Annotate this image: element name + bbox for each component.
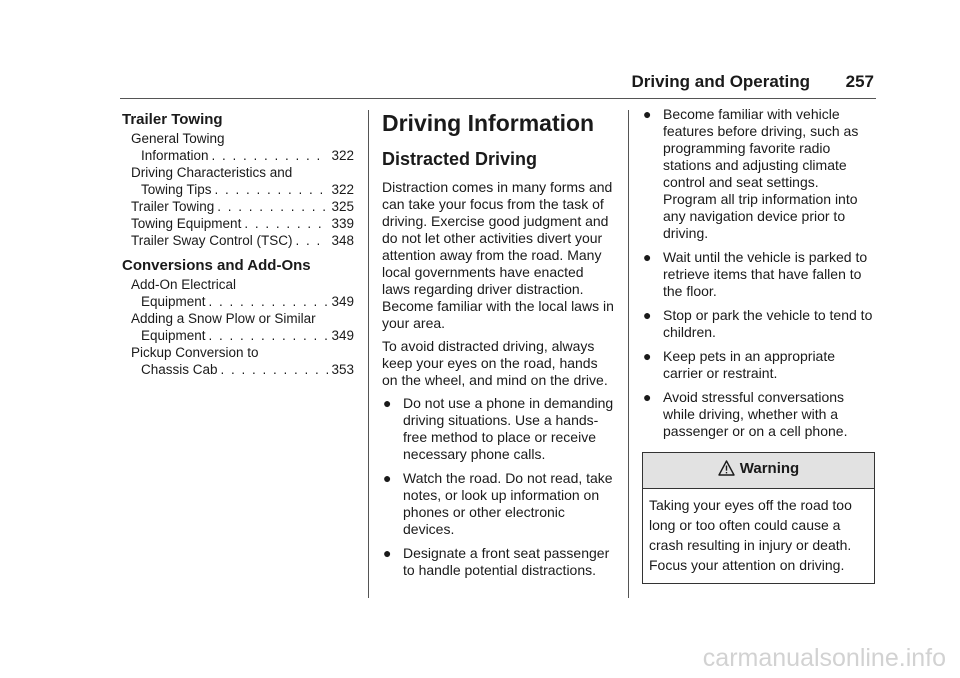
list-item-text: Wait until the vehicle is parked to retrieve items that have fallen to the floor. bbox=[663, 249, 868, 299]
toc-heading-conversions: Conversions and Add-Ons bbox=[122, 257, 311, 274]
bullet-icon: ● bbox=[643, 389, 652, 405]
toc-entry[interactable] bbox=[122, 310, 354, 344]
toc-entry[interactable] bbox=[122, 215, 354, 232]
toc-column bbox=[122, 106, 354, 378]
toc-entry-label: Towing Tips bbox=[141, 182, 212, 197]
list-item bbox=[642, 249, 876, 300]
toc-entry-label: Information bbox=[141, 148, 209, 163]
bullet-icon: ● bbox=[643, 249, 652, 265]
toc-page-number: 348 bbox=[331, 233, 354, 248]
bullet-icon: ● bbox=[643, 307, 652, 323]
page-number: 257 bbox=[845, 72, 874, 91]
toc-entry[interactable] bbox=[122, 232, 354, 249]
bullet-icon: ● bbox=[383, 395, 392, 411]
toc-entry-label: Equipment bbox=[141, 294, 206, 309]
toc-entry[interactable] bbox=[122, 344, 354, 378]
toc-entry-label: Chassis Cab bbox=[141, 362, 218, 377]
toc-page-number: 339 bbox=[331, 216, 354, 231]
page-header bbox=[120, 72, 876, 99]
watermark: carmanualsonline.info bbox=[702, 644, 946, 672]
right-column bbox=[642, 106, 876, 584]
list-item-text: Avoid stressful conversations while driving, whether with a passenger or on a cell phone. bbox=[663, 389, 848, 439]
list-item bbox=[382, 545, 614, 579]
list-item bbox=[382, 395, 614, 463]
leader-dots bbox=[209, 293, 329, 310]
toc-heading-trailer-towing: Trailer Towing bbox=[122, 111, 223, 128]
toc-page-number: 349 bbox=[331, 328, 354, 343]
toc-entry[interactable] bbox=[122, 130, 354, 164]
list-item-text: Become familiar with vehicle features before driving, such as programming favorite radio stations and adjusting climate control and seat settings. Program all trip information into any navigation device prior to driving. bbox=[663, 106, 859, 241]
section-heading: Distracted Driving bbox=[382, 149, 538, 169]
warning-box bbox=[642, 452, 875, 584]
column-divider bbox=[628, 110, 629, 598]
leader-dots bbox=[296, 232, 329, 249]
toc-page-number: 349 bbox=[331, 294, 354, 309]
bullet-icon: ● bbox=[643, 106, 652, 122]
toc-entry-label: Pickup Conversion to bbox=[131, 345, 259, 360]
toc-entry-label: Adding a Snow Plow or Similar bbox=[131, 311, 316, 326]
page-title: Driving Information bbox=[382, 110, 595, 136]
toc-page-number: 322 bbox=[331, 148, 354, 163]
body-paragraph: Distraction comes in many forms and can take your focus from the task of driving. Exercise good judgment and do not let other activities divert your attention away from the road. Many local governments have enacted laws regarding driver distraction. Become familiar with the local laws in your area. bbox=[382, 179, 614, 331]
leader-dots bbox=[215, 181, 329, 198]
leader-dots bbox=[244, 215, 328, 232]
toc-entry-label: Driving Characteristics and bbox=[131, 165, 293, 180]
warning-text: Taking your eyes off the road too long or too often could cause a crash resulting in injury or death. Focus your attention on driving. bbox=[649, 497, 852, 573]
toc-entry[interactable] bbox=[122, 164, 354, 198]
list-item-text: Do not use a phone in demanding driving situations. Use a hands-free method to place or receive necessary phone calls. bbox=[403, 395, 614, 462]
toc-entry-label: Add-On Electrical bbox=[131, 277, 237, 292]
body-paragraph: To avoid distracted driving, always keep your eyes on the road, hands on the wheel, and mind on the drive. bbox=[382, 338, 608, 388]
toc-entry-label: Equipment bbox=[141, 328, 206, 343]
bullet-icon: ● bbox=[383, 545, 392, 561]
list-item-text: Stop or park the vehicle to tend to children. bbox=[663, 307, 873, 340]
bullet-icon: ● bbox=[383, 470, 392, 486]
toc-entry-label: Trailer Sway Control (TSC) bbox=[131, 233, 293, 248]
leader-dots bbox=[212, 147, 329, 164]
section-title: Driving and Operating bbox=[631, 72, 810, 91]
column-divider bbox=[368, 110, 369, 598]
leader-dots bbox=[217, 198, 328, 215]
warning-triangle-icon bbox=[718, 460, 735, 480]
toc-page-number: 325 bbox=[331, 199, 354, 214]
bullet-icon: ● bbox=[643, 348, 652, 364]
leader-dots bbox=[221, 361, 329, 378]
toc-page-number: 322 bbox=[331, 182, 354, 197]
main-column bbox=[382, 106, 614, 586]
toc-entry[interactable] bbox=[122, 198, 354, 215]
toc-entry-label: General Towing bbox=[131, 131, 225, 146]
list-item-text: Keep pets in an appropriate carrier or restraint. bbox=[663, 348, 836, 381]
warning-header bbox=[643, 453, 874, 489]
leader-dots bbox=[209, 327, 329, 344]
toc-entry[interactable] bbox=[122, 276, 354, 310]
list-item-text: Designate a front seat passenger to handle potential distractions. bbox=[403, 545, 610, 578]
list-item-text: Watch the road. Do not read, take notes, or look up information on phones or other electronic devices. bbox=[403, 470, 613, 537]
list-item bbox=[382, 470, 614, 538]
list-item bbox=[642, 106, 876, 242]
warning-title: Warning bbox=[739, 460, 800, 477]
list-item bbox=[642, 389, 876, 440]
list-item bbox=[642, 348, 876, 382]
toc-entry-label: Trailer Towing bbox=[131, 199, 215, 214]
toc-entry-label: Towing Equipment bbox=[131, 216, 242, 231]
toc-page-number: 353 bbox=[331, 362, 354, 377]
list-item bbox=[642, 307, 876, 341]
